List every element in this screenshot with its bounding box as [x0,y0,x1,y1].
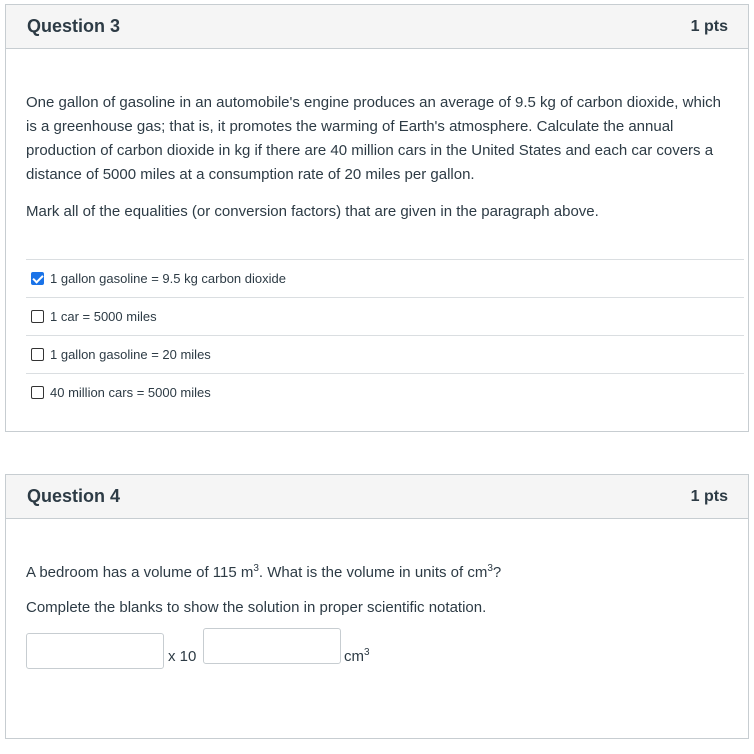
question-3-instruction: Mark all of the equalities (or conversion factors) that are given in the paragraph above. [26,203,599,220]
checkbox[interactable] [31,348,44,361]
question-3-paragraph: One gallon of gasoline in an automobile's engine produces an average of 9.5 kg of carbon dioxide, which is a greenhouse gas; that is, it promotes the warming of Earth's atmosphere. Calculate the annual production of carbon dioxide in kg if there are 40 million cars in the United States and each car covers a distance of 5000 miles at a consumption rate of 20 miles per gallon. [26,94,721,183]
question-4-card [5,474,749,739]
question-3-points: 1 pts [690,17,728,35]
question-3-header [6,5,748,49]
question-4-points: 1 pts [690,487,728,505]
question-3-card [5,4,749,432]
checkbox-checked[interactable] [31,272,44,285]
unit-label: $cm^3$ [344,647,370,665]
checkbox[interactable] [31,310,44,323]
question-3-title: Question 3 [27,16,121,36]
question-4-header [6,475,748,519]
times-ten-label: x 10 [168,648,197,665]
checkbox[interactable] [31,386,44,399]
question-4-instruction: Complete the blanks to show the solution in proper scientific notation. [26,599,487,616]
answer-option[interactable] [26,297,744,335]
answer-option[interactable] [26,335,744,373]
coefficient-input[interactable] [26,633,164,669]
question-4-title: Question 4 [27,486,121,506]
answer-label: 1 gallon gasoline = 9.5 kg carbon dioxide [50,271,286,286]
answer-option[interactable] [26,259,744,297]
answer-label: 1 car = 5000 miles [50,309,157,324]
answer-option[interactable] [26,373,744,411]
exponent-input[interactable] [203,628,341,664]
question-4-prompt: A bedroom has a volume of 115 $m^3$. What is the volume in units of $cm^3$? [26,563,502,581]
answer-label: 40 million cars = 5000 miles [50,385,211,400]
answer-list [26,259,744,411]
answer-label: 1 gallon gasoline = 20 miles [50,347,211,362]
